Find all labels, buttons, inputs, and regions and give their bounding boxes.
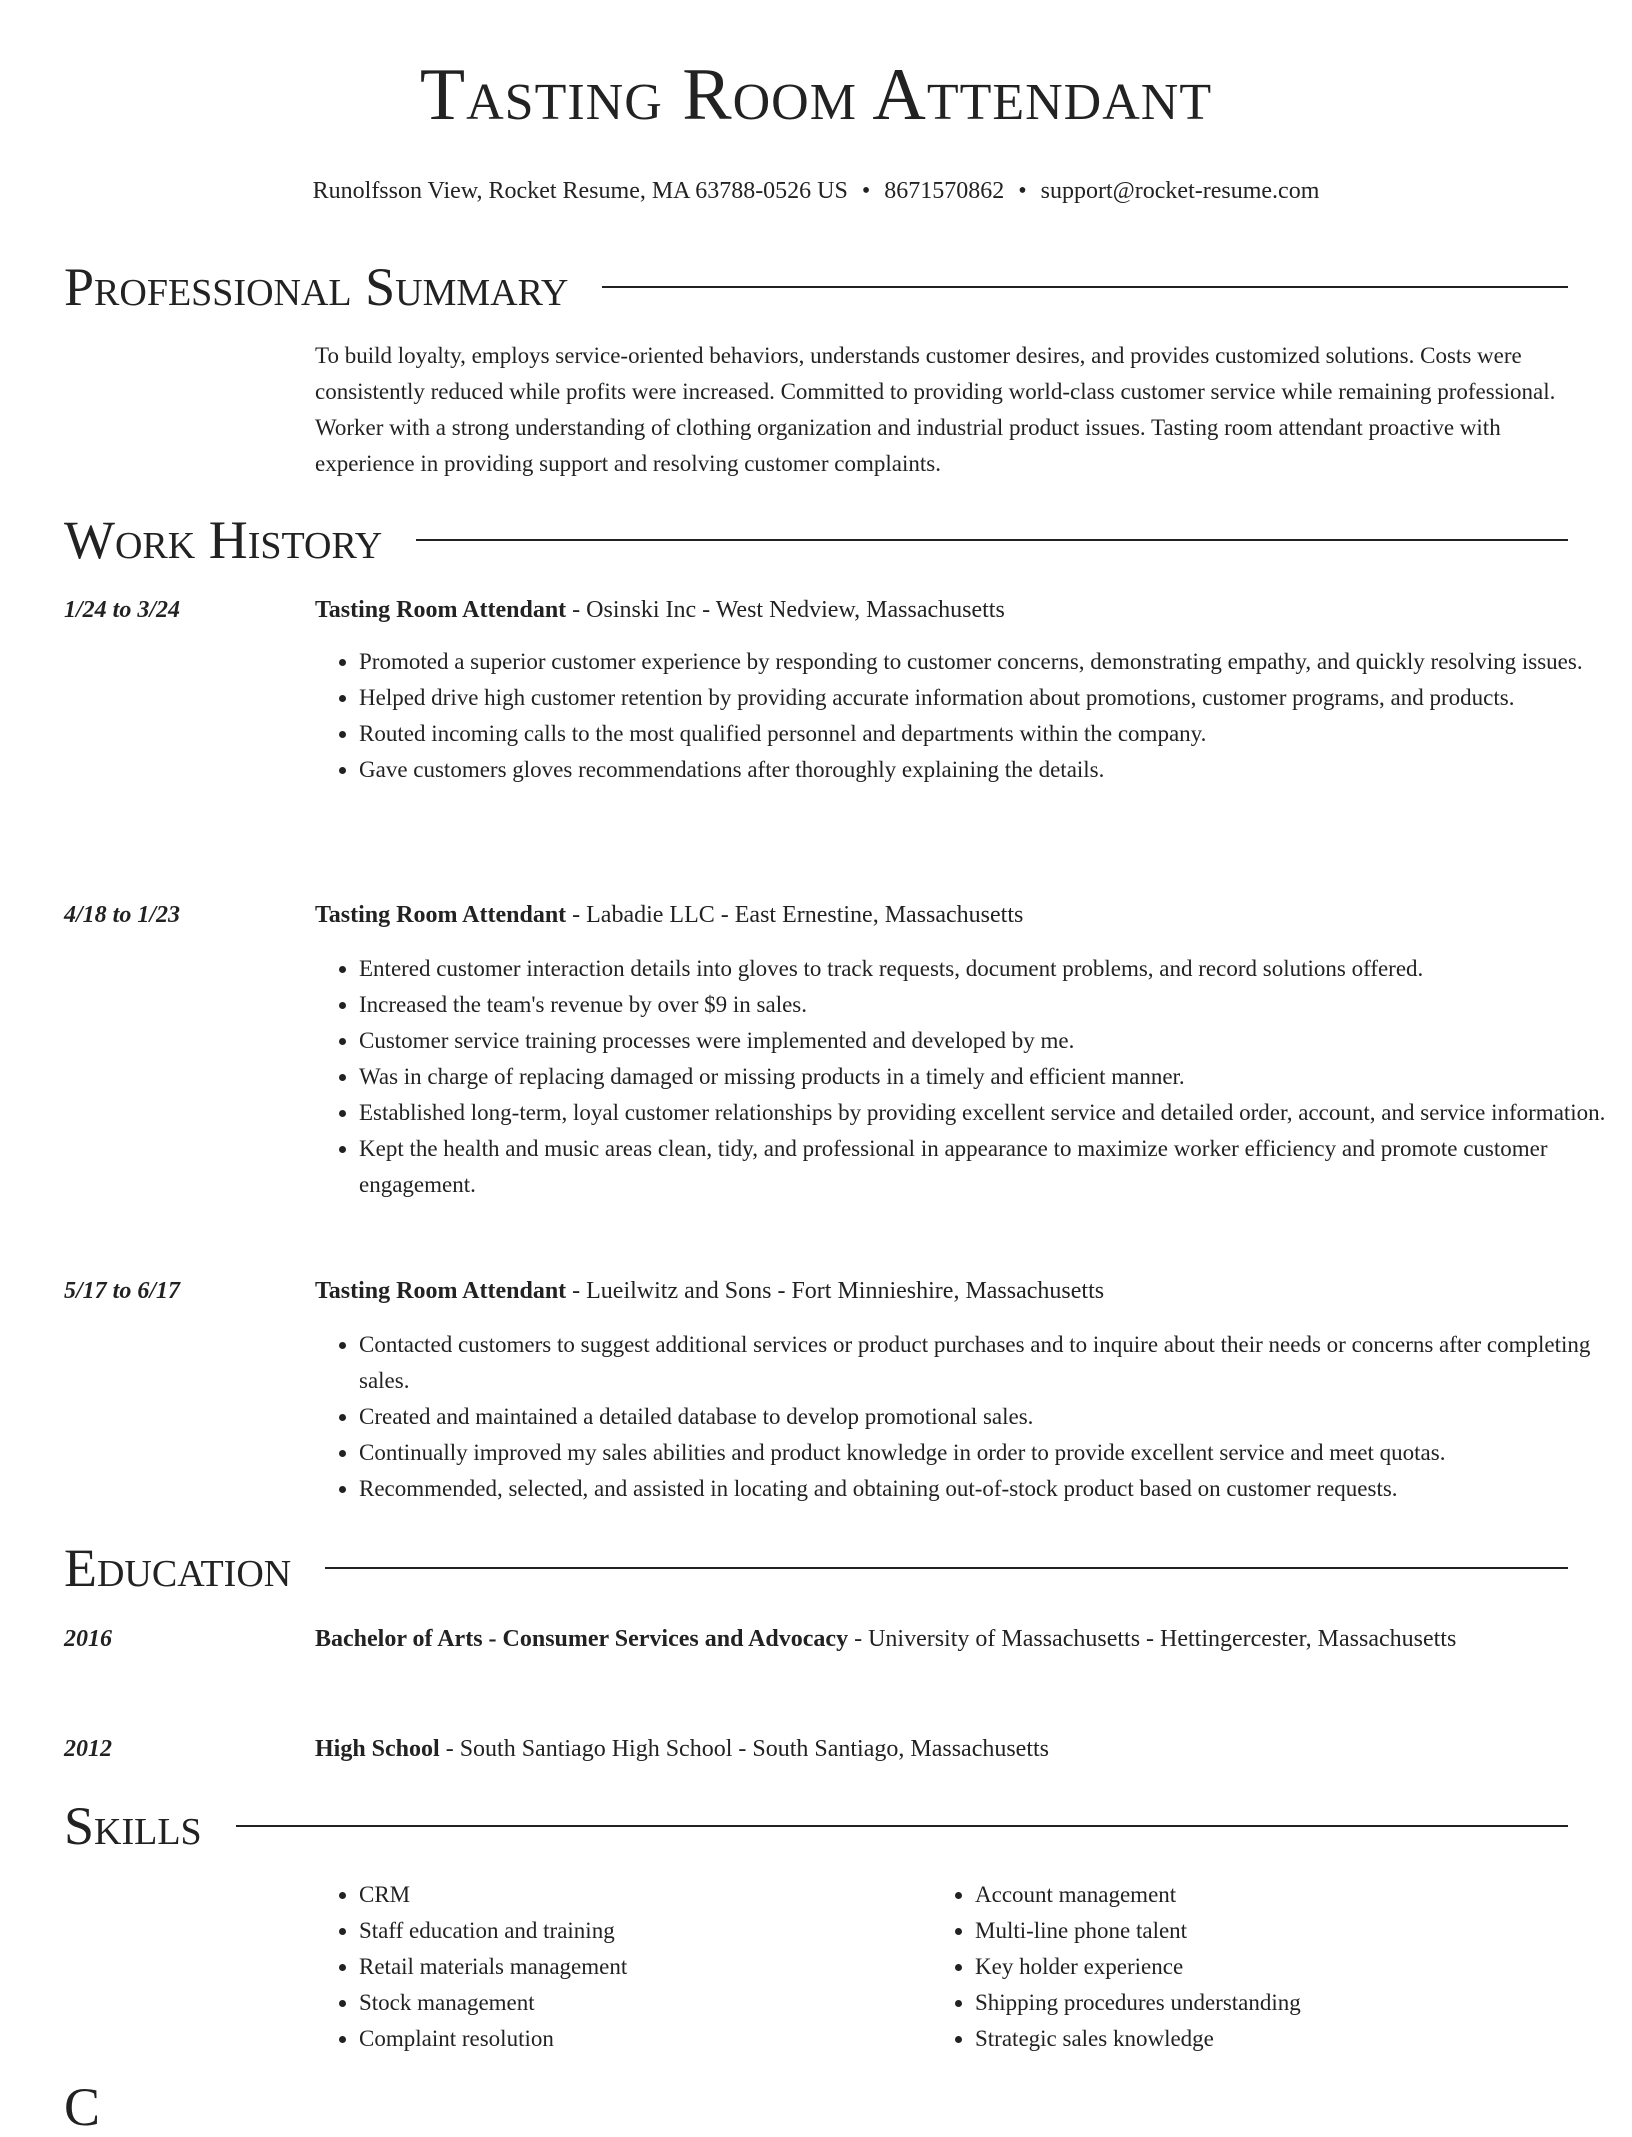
education-degree: High School	[315, 1736, 440, 1762]
skill-item: • Shipping procedures understanding	[975, 1985, 1535, 2021]
job-bullet: • Routed incoming calls to the most qualified personnel and departments within the company.	[359, 716, 1614, 752]
section-divider	[236, 1825, 1568, 1827]
job-heading	[315, 592, 1570, 628]
skills-section-header	[64, 1796, 1568, 1856]
job-bullet: • Kept the health and music areas clean, tidy, and professional in appearance to maximize worker efficiency and promote customer engagement.	[359, 1131, 1614, 1203]
work-section-title: Work History	[64, 510, 383, 570]
job-role: Tasting Room Attendant	[315, 1278, 567, 1304]
contact-separator: •	[1018, 178, 1027, 204]
job-bullets	[315, 1327, 1614, 1507]
section-divider	[325, 1567, 1568, 1569]
education-section-header	[64, 1538, 1568, 1598]
summary-section-header	[64, 257, 1568, 317]
job-heading	[315, 897, 1570, 933]
skill-item: • Stock management	[359, 1985, 919, 2021]
education-section-title: Education	[64, 1538, 292, 1598]
skill-item: • Multi-line phone talent	[975, 1913, 1535, 1949]
job-dates: 4/18 to 1/23	[64, 902, 181, 928]
section-divider	[416, 539, 1568, 541]
job-bullet: • Promoted a superior customer experience by responding to customer concerns, demonstrating empathy, and quickly resolving issues.	[359, 644, 1614, 680]
resume-name: Tasting Room Attendant	[419, 54, 1213, 136]
contact-phone: 8671570862	[884, 178, 1005, 204]
job-heading	[315, 1273, 1570, 1309]
skill-item: • Key holder experience	[975, 1949, 1535, 1985]
job-details: - Labadie LLC - East Ernestine, Massachusetts	[566, 902, 1024, 928]
education-details: - South Santiago High School - South Santiago, Massachusetts	[439, 1736, 1050, 1762]
job-bullets	[315, 644, 1614, 788]
job-bullet: • Entered customer interaction details into gloves to track requests, document problems, and record solutions offered.	[359, 951, 1614, 987]
job-bullets	[315, 951, 1614, 1203]
job-details: - Lueilwitz and Sons - Fort Minnieshire, Massachusetts	[566, 1278, 1105, 1304]
job-bullet: • Established long-term, loyal customer relationships by providing excellent service and detailed order, account, and service information.	[359, 1095, 1614, 1131]
job-bullet: • Created and maintained a detailed database to develop promotional sales.	[359, 1399, 1614, 1435]
skill-item: • Retail materials management	[359, 1949, 919, 1985]
summary-text: To build loyalty, employs service-oriented behaviors, understands customer desires, and provides customized solutions. Costs were consistently reduced while profits were increased. Committed to providing world-class customer service while remaining professional. Worker with a strong understanding of clothing organization and industrial product issues. Tasting room attendant proactive with experience in providing support and resolving customer complaints.	[315, 343, 1556, 476]
job-bullet: • Customer service training processes were implemented and developed by me.	[359, 1023, 1614, 1059]
job-bullet: • Recommended, selected, and assisted in locating and obtaining out-of-stock product based on customer requests.	[359, 1471, 1614, 1507]
education-heading	[315, 1621, 1570, 1657]
skills-column-2	[931, 1877, 1535, 2057]
job-bullet: • Increased the team's revenue by over $9 in sales.	[359, 987, 1614, 1023]
skill-item: • CRM	[359, 1877, 919, 1913]
work-section-header	[64, 510, 1568, 570]
job-bullet: • Gave customers gloves recommendations after thoroughly explaining the details.	[359, 752, 1614, 788]
job-dates: 1/24 to 3/24	[64, 597, 181, 623]
skills-column-1	[315, 1877, 919, 2057]
education-year: 2012	[64, 1736, 112, 1762]
education-details: - University of Massachusetts - Hettingercester, Massachusetts	[848, 1626, 1457, 1652]
job-bullet: • Helped drive high customer retention by providing accurate information about promotions, customer programs, and products.	[359, 680, 1614, 716]
contact-address: Runolfsson View, Rocket Resume, MA 63788-0526 US	[312, 178, 848, 204]
summary-section-title: Professional Summary	[64, 257, 569, 317]
job-role: Tasting Room Attendant	[315, 597, 567, 623]
education-year: 2016	[64, 1626, 112, 1652]
skill-item: • Complaint resolution	[359, 2021, 919, 2057]
job-bullet: • Contacted customers to suggest additional services or product purchases and to inquire about their needs or concerns after completing sales.	[359, 1327, 1614, 1399]
job-role: Tasting Room Attendant	[315, 902, 567, 928]
skill-item: • Staff education and training	[359, 1913, 919, 1949]
job-dates: 5/17 to 6/17	[64, 1278, 181, 1304]
skill-item: • Account management	[975, 1877, 1535, 1913]
education-degree: Bachelor of Arts - Consumer Services and Advocacy	[315, 1626, 849, 1652]
job-bullet: • Was in charge of replacing damaged or missing products in a timely and efficient manner.	[359, 1059, 1614, 1095]
job-details: - Osinski Inc - West Nedview, Massachusetts	[566, 597, 1005, 623]
section-divider	[602, 286, 1568, 288]
contact-separator: •	[861, 178, 871, 204]
skill-item: • Strategic sales knowledge	[975, 2021, 1535, 2057]
education-heading	[315, 1731, 1570, 1767]
skills-section-title: Skills	[64, 1796, 202, 1856]
next-section-title-partial: C	[64, 2077, 101, 2137]
job-bullet: • Continually improved my sales abilities and product knowledge in order to provide excellent service and meet quotas.	[359, 1435, 1614, 1471]
contact-line	[0, 178, 1632, 205]
contact-email: support@rocket-resume.com	[1040, 178, 1320, 204]
